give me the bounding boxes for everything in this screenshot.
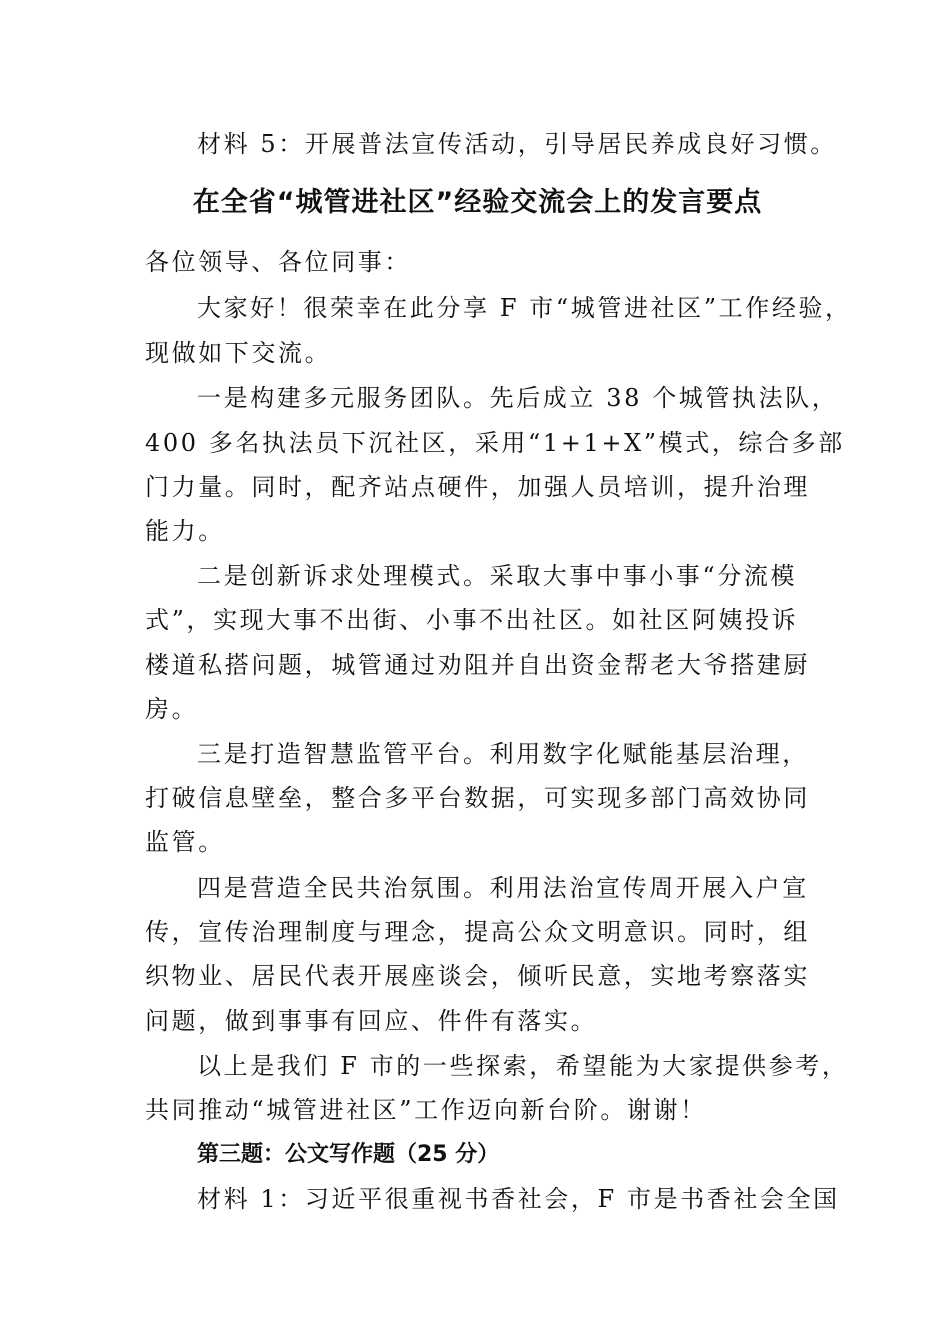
paragraph-line: 二是创新诉求处理模式。采取大事中事小事“分流模 [197, 562, 798, 590]
paragraph-line: 式”，实现大事不出街、小事不出社区。如社区阿姨投诉 [145, 606, 799, 634]
paragraph-line: 400 多名执法员下沉社区，采用“1+1+X”模式，综合多部 [145, 429, 845, 457]
question-3-material-1: 材料 1：习近平很重视书香社会，F 市是书香社会全国 [197, 1185, 840, 1213]
paragraph-line: 传，宣传治理制度与理念，提高公众文明意识。同时，组 [145, 918, 810, 946]
paragraph-line: 大家好！很荣幸在此分享 F 市“城管进社区”工作经验， [197, 294, 852, 322]
paragraph-line: 问题，做到事事有回应、件件有落实。 [145, 1007, 598, 1035]
paragraph-line: 房。 [145, 695, 199, 723]
question-3-heading: 第三题：公文写作题（25 分） [197, 1142, 500, 1167]
paragraph-line: 三是打造智慧监管平台。利用数字化赋能基层治理， [197, 740, 809, 768]
paragraph-line: 一是构建多元服务团队。先后成立 38 个城管执法队， [197, 384, 839, 412]
paragraph-line: 以上是我们 F 市的一些探索，希望能为大家提供参考， [197, 1052, 849, 1080]
paragraph-line: 共同推动“城管进社区”工作迈向新台阶。谢谢！ [145, 1096, 707, 1124]
speech-title: 在全省“城管进社区”经验交流会上的发言要点 [192, 187, 763, 218]
paragraph-line: 打破信息壁垒，整合多平台数据，可实现多部门高效协同 [145, 784, 810, 812]
paragraph-line: 门力量。同时，配齐站点硬件，加强人员培训，提升治理 [145, 473, 810, 501]
paragraph-line: 能力。 [145, 517, 225, 545]
material-5-text: 材料 5：开展普法宣传活动，引导居民养成良好习惯。 [197, 130, 837, 158]
salutation: 各位领导、各位同事： [145, 248, 411, 276]
paragraph-line: 织物业、居民代表开展座谈会，倾听民意，实地考察落实 [145, 962, 810, 990]
paragraph-line: 四是营造全民共治氛围。利用法治宣传周开展入户宣 [197, 874, 809, 902]
paragraph-line: 监管。 [145, 828, 225, 856]
paragraph-line: 现做如下交流。 [145, 339, 332, 367]
paragraph-line: 楼道私搭问题，城管通过劝阻并自出资金帮老大爷搭建厨 [145, 651, 810, 679]
